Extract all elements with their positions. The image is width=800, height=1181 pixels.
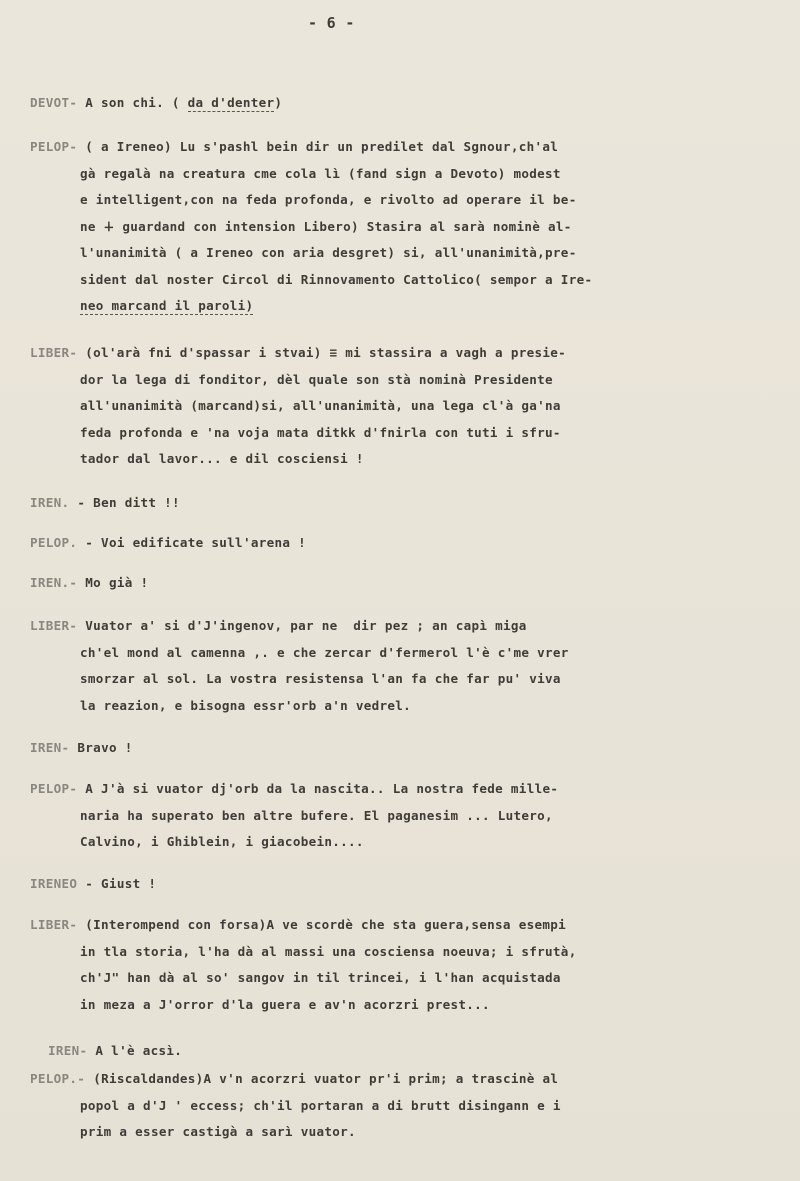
speaker-label: IREN. [30,495,70,510]
speaker-label: PELOP.- [30,1071,86,1086]
speech-line: la reazion, e bisogna essr'orb a'n vedrel. [80,697,412,713]
speaker-label: IRENEO [30,876,78,891]
underlined-fragment: da d'denter [187,95,275,110]
speech-line: gà regalà na creatura cme cola lì (fand sign a Devoto) modest [80,165,561,181]
dialogue-liber-2 [30,613,770,719]
dialogue-liber-1 [30,340,770,473]
dialogue-iren-4 [48,1038,788,1065]
dialogue-iren-3 [30,735,770,762]
dialogue-pelop-4 [30,1066,770,1146]
speech-line: in tla storia, l'ha dà al massi una cosciensa noeuva; i sfrutà, [80,943,577,959]
dialogue-pelop-1 [30,134,770,320]
speech-line: ne ∔ guardand con intension Libero) Stasira al sarà nominè al- [80,218,572,234]
speech-line: e intelligent,con na feda profonda, e rivolto ad operare il be- [80,192,577,207]
speech-line: feda profonda e 'na voja mata ditkk d'fnirla con tuti i sfru- [80,424,561,440]
speaker-label: DEVOT- [30,95,78,110]
dialogue-pelop-3 [30,776,770,856]
dialogue-devot [30,90,770,117]
underlined-fragment: neo marcand il paroli) [80,298,254,313]
speech-line: l'unanimità ( a Ireneo con aria desgret) si, all'unanimità,pre- [80,245,577,260]
speech-line: - Voi edificate sull'arena ! [85,535,306,550]
speech-line: dor la lega di fonditor, dèl quale son stà nominà Presidente [80,371,553,387]
speech-line: A son chi. ( da d'denter) [77,95,283,110]
dialogue-pelop-2 [30,530,770,557]
speech-line: in meza a J'orror d'la guera e av'n acorzri prest... [80,996,490,1012]
speech-line: - Ben ditt !! [77,495,180,510]
speaker-label: IREN.- [30,575,78,590]
speech-line: (Riscaldandes)A v'n acorzri vuator pr'i prim; a trascinè al [93,1071,559,1086]
dialogue-iren-1 [30,490,770,517]
speaker-label: IREN- [30,740,70,755]
speech-line: (Interompend con forsa)A ve scordè che sta guera,sensa esempi [77,917,566,932]
speaker-label: PELOP. [30,535,78,550]
speaker-label: IREN- [48,1043,88,1058]
speaker-label: LIBER- [30,345,78,360]
dialogue-ireneo [30,871,770,898]
speech-line: Calvino, i Ghiblein, i giacobein.... [80,834,364,849]
speech-line: (ol'arà fni d'spassar i stvai) ≡ mi stassira a vagh a presie- [77,345,566,360]
speech-line: naria ha superato ben altre bufere. El paganesim ... Lutero, [80,807,553,823]
speaker-label: PELOP- [30,781,78,796]
speech-line: Vuator a' si d'J'ingenov, par ne dir pez ; an capì miga [85,618,527,633]
dialogue-iren-2 [30,570,770,597]
speech-line: Bravo ! [77,740,133,755]
speech-line: - Giust ! [85,876,157,891]
speech-line: ch'J" han dà al so' sangov in til trincei, i l'han acquistada [80,970,561,985]
dialogue-liber-3 [30,912,770,1018]
speech-line: all'unanimità (marcand)si, all'unanimità, una lega cl'à ga'na [80,398,561,413]
speaker-label: LIBER- [30,618,78,633]
speaker-label: LIBER- [30,917,78,932]
speech-line: ( a Ireneo) Lu s'pashl bein dir un predilet dal Sgnour,ch'al [77,139,559,154]
speech-line: ch'el mond al camenna ,. e che zercar d'fermerol l'è c'me vrer [80,644,569,660]
speech-line: Mo già ! [85,575,149,590]
speech-line: popol a d'J ' eccess; ch'il portaran a di brutt disingann e i [80,1097,561,1113]
speech-line: smorzar al sol. La vostra resistensa l'an fa che far pu' viva [80,671,561,686]
speech-line: A J'à si vuator dj'orb da la nascita.. La nostra fede mille- [85,781,559,796]
speaker-label: PELOP- [30,139,78,154]
speech-line: prim a esser castigà a sarì vuator. [80,1124,356,1139]
speech-line: sident dal noster Circol di Rinnovamento Cattolico( sempor a Ire- [80,271,593,287]
speech-line [30,293,770,320]
speech-line: A l'è acsì. [95,1043,183,1058]
page-number: - 6 - [308,14,355,32]
speech-line: tador dal lavor... e dil cosciensi ! [80,451,364,466]
